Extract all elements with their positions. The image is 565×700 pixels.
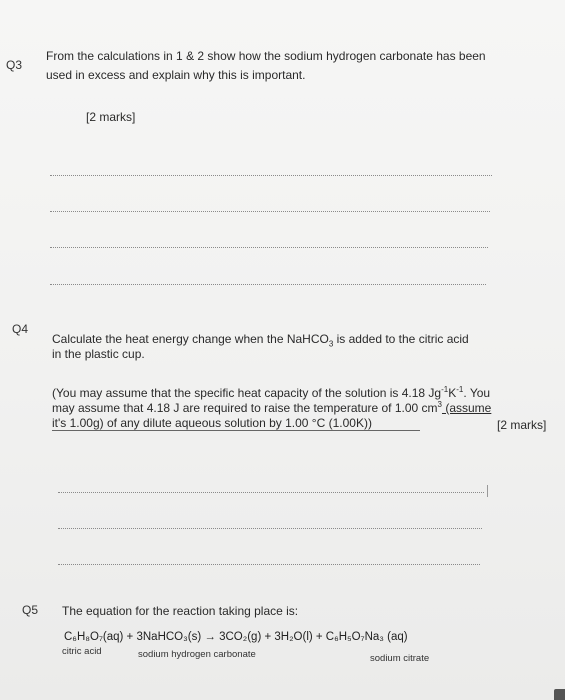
q3-text-line1: From the calculations in 1 & 2 show how the sodium hydrogen carbonate has been [46, 49, 486, 63]
q3-marks: [2 marks] [86, 110, 136, 124]
q3-answer-line-3 [50, 247, 488, 248]
label-sodium-citrate: sodium citrate [370, 653, 430, 664]
question-number-q5: Q5 [22, 603, 39, 617]
q4-para-line3: it's 1.00g) of any dilute aqueous solution by 1.00 °C (1.00K)) [52, 416, 452, 431]
text-cursor [487, 485, 488, 497]
q3-answer-line-4 [50, 284, 486, 285]
corner-icon [554, 689, 565, 700]
q3-text-line2: used in excess and explain why this is important. [46, 68, 306, 82]
q4-text-line1: Calculate the heat energy change when the NaHCO$_3$ is added to the citric acid [52, 332, 469, 349]
q3-answer-line-2 [50, 211, 490, 212]
question-number-q3: Q3 [6, 58, 23, 72]
q5-intro: The equation for the reaction taking place is: [62, 604, 299, 618]
q4-answer-line-2 [58, 528, 482, 529]
q4-para-line1: (You may assume that the specific heat capacity of the solution is 4.18 $Jg^{-1}K^{-1}$. You [52, 385, 491, 400]
q4-para-line2: may assume that 4.18 J are required to raise the temperature of 1.00 $cm^3$ (assume [52, 400, 492, 415]
q4-marks: [2 marks] [497, 418, 547, 432]
q4-text-line2: in the plastic cup. [52, 347, 145, 361]
q4-answer-line-1 [58, 492, 484, 493]
label-citric-acid: citric acid [62, 646, 102, 657]
label-sodium-hydrogen-carbonate: sodium hydrogen carbonate [138, 649, 256, 660]
question-number-q4: Q4 [12, 322, 29, 336]
q4-answer-line-3 [58, 564, 480, 565]
q5-equation: C₆H₈O₇(aq) + 3NaHCO₃(s) → 3CO₂(g) + 3H₂O(l) + C₆H₅O₇Na₃ (aq) [64, 631, 408, 643]
q3-answer-line-1 [50, 175, 492, 176]
